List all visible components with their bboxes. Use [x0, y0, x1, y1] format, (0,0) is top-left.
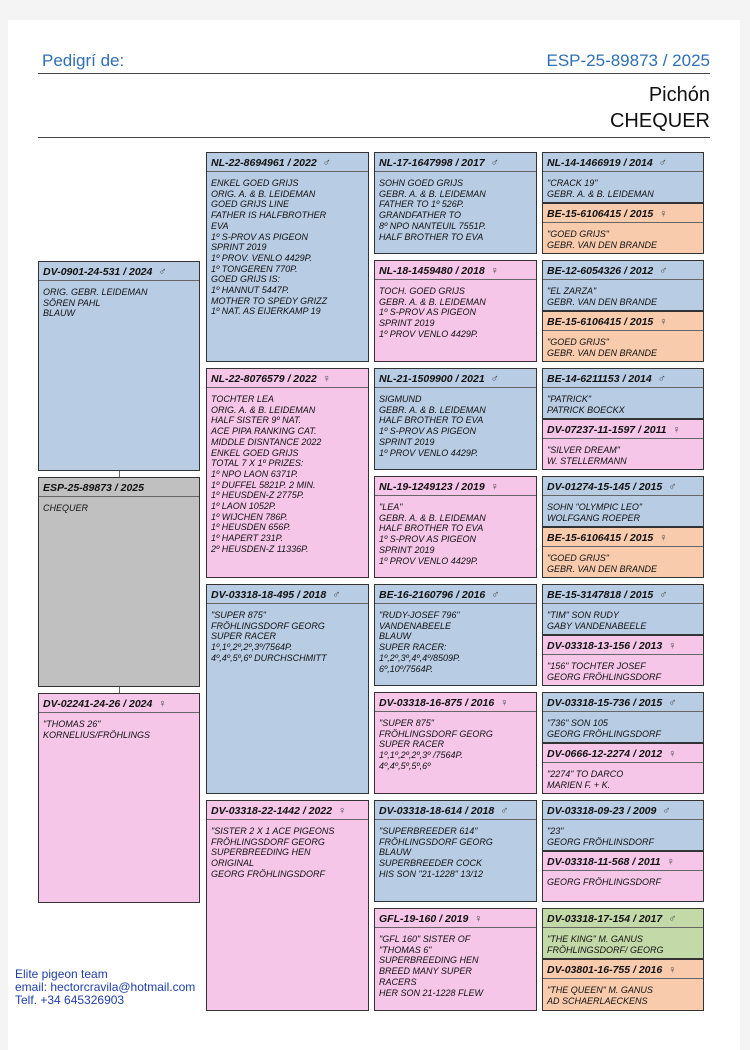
gen4-card[interactable] [542, 908, 704, 959]
female-icon: ♀ [500, 697, 509, 709]
ring-number: ESP-25-89873 / 2025 [43, 482, 144, 494]
ring-number-header: ESP-25-89873 / 2025 [546, 51, 710, 70]
male-icon: ♂ [668, 481, 677, 493]
ring-number: NL-19-1249123 / 2019 [379, 481, 485, 493]
header-divider [38, 73, 710, 74]
pigeon-notes: "CRACK 19" GEBR. A. & B. LEIDEMAN [547, 178, 654, 199]
gen4-card[interactable] [542, 635, 704, 686]
pigeon-notes: "SILVER DREAM" W. STELLERMANN [547, 445, 627, 466]
granddam-paternal-card[interactable] [206, 368, 369, 578]
female-icon: ♀ [668, 748, 677, 760]
female-icon: ♀ [659, 208, 668, 220]
female-icon: ♀ [474, 913, 483, 925]
female-icon: ♀ [338, 805, 347, 817]
team-name: Elite pigeon team [15, 967, 108, 981]
gen4-card[interactable] [542, 800, 704, 851]
pigeon-notes: "736" SON 105 GEORG FRÖHLINGSDORF [547, 718, 662, 739]
ring-number: GFL-19-160 / 2019 [379, 913, 469, 925]
ring-number: BE-16-2160796 / 2016 [379, 589, 486, 601]
pigeon-notes: TOCH. GOED GRIJS GEBR. A. & B. LEIDEMAN 1º S-PROV AS PIGEON SPRINT 2019 1º PROV VENLO 4429P. [379, 286, 486, 339]
header-divider-2 [38, 137, 710, 138]
gen3-card[interactable] [374, 692, 537, 794]
male-icon: ♂ [500, 805, 509, 817]
ring-number: BE-15-6106415 / 2015 [547, 532, 654, 544]
pigeon-notes: SIGMUND GEBR. A. & B. LEIDEMAN HALF BROTHER TO EVA 1º S-PROV AS PIGEON SPRINT 2019 1º PROV VENLO 4429P. [379, 394, 486, 458]
ring-number: NL-21-1509900 / 2021 [379, 373, 485, 385]
pigeon-notes: "TIM" SON RUDY GABY VANDENABEELE [547, 610, 647, 631]
ring-number: DV-02241-24-26 / 2024 [43, 698, 153, 710]
pigeon-notes: "GFL 160" SISTER OF "THOMAS 6" SUPERBREEDING HEN BREED MANY SUPER RACERS HER SON 21-1228 FLEW [379, 934, 484, 998]
ring-number: DV-03801-16-755 / 2016 [547, 964, 663, 976]
ring-number: NL-18-1459480 / 2018 [379, 265, 485, 277]
male-icon: ♂ [332, 589, 341, 601]
pigeon-notes: "THOMAS 26" KORNELIUS/FRÖHLINGS [43, 719, 151, 740]
pigeon-notes: "LEA" GEBR. A. & B. LEIDEMAN HALF BROTHER TO EVA 1º S-PROV AS PIGEON SPRINT 2019 1º PROV VENLO 4429P. [379, 502, 486, 566]
pigeon-notes: "THE QUEEN" M. GANUS AD SCHAERLAECKENS [547, 985, 653, 1006]
subject-card[interactable] [38, 477, 200, 687]
gen4-card[interactable] [542, 260, 704, 311]
ring-number: DV-03318-22-1442 / 2022 [211, 805, 333, 817]
pigeon-notes: "THE KING" M. GANUS FRÖHLINGSDORF/ GEORG [547, 934, 664, 955]
pigeon-notes: "RUDY-JOSEF 796" VANDENABEELE BLAUW SUPER RACER: 1º,2º,3º,4º,4º/8509P. 6º,10º/7564P. [379, 610, 461, 674]
ring-number: DV-03318-11-568 / 2011 [547, 856, 661, 868]
gen4-card[interactable] [542, 419, 704, 470]
category-label: Pichón [648, 84, 710, 106]
female-icon: ♀ [666, 856, 675, 868]
pigeon-notes: "SUPER 875" FRÖHLINGSDORF GEORG SUPER RACER 1º,1º,2º,2º,3º /7564P. 4º,4º,5º,5º,6º [379, 718, 493, 771]
pigeon-notes: "23" GEORG FRÖHLINSDORF [547, 826, 655, 847]
ring-number: DV-03318-18-495 / 2018 [211, 589, 327, 601]
male-icon: ♂ [659, 589, 668, 601]
female-icon: ♀ [672, 424, 681, 436]
ring-number: BE-14-6211153 / 2014 [547, 373, 652, 385]
ring-number: BE-15-6106415 / 2015 [547, 316, 654, 328]
gen3-card[interactable] [374, 476, 537, 578]
pigeon-notes: "PATRICK" PATRICK BOECKX [547, 394, 625, 415]
female-icon: ♀ [490, 481, 499, 493]
pigeon-notes: "GOED GRIJS" GEBR. VAN DEN BRANDE [547, 229, 658, 250]
female-icon: ♀ [659, 316, 668, 328]
ring-number: DV-03318-13-156 / 2013 [547, 640, 663, 652]
male-icon: ♂ [658, 157, 667, 169]
ring-number: BE-15-6106415 / 2015 [547, 208, 654, 220]
male-icon: ♂ [659, 265, 668, 277]
pigeon-notes: "SISTER 2 X 1 ACE PIGEONS FRÖHLINGSDORF GEORG SUPERBREEDING HEN ORIGINAL GEORG FRÖHLINGSDORF [211, 826, 335, 879]
email-link[interactable]: email: hectorcravila@hotmail.com [15, 980, 196, 994]
pigeon-notes: SOHN GOED GRIJS GEBR. A. & B. LEIDEMAN FATHER TO 1º 526P. GRANDFATHER TO 8º NPO NANTEUIL 7551P. HALF BROTHER TO EVA [379, 178, 487, 242]
male-icon: ♂ [491, 589, 500, 601]
gen3-card[interactable] [374, 260, 537, 362]
grandsire-maternal-card[interactable] [206, 584, 369, 794]
gen3-card[interactable] [374, 800, 537, 902]
gen4-card[interactable] [542, 152, 704, 203]
male-icon: ♂ [668, 913, 677, 925]
pedigree-label: Pedigrí de: [42, 51, 125, 70]
dam-card[interactable] [38, 693, 200, 903]
phone-number: Telf. +34 645326903 [15, 993, 125, 1007]
male-icon: ♂ [322, 157, 331, 169]
gen4-card[interactable] [542, 959, 704, 1011]
pigeon-notes: CHEQUER [43, 503, 89, 513]
pigeon-name: CHEQUER [609, 110, 710, 132]
gen4-card[interactable] [542, 692, 704, 743]
male-icon: ♂ [490, 157, 499, 169]
gen3-card[interactable] [374, 368, 537, 470]
ring-number: DV-03318-18-614 / 2018 [379, 805, 495, 817]
gen4-card[interactable] [542, 203, 704, 254]
ring-number: DV-03318-17-154 / 2017 [547, 913, 663, 925]
gen4-card[interactable] [542, 368, 704, 419]
ring-number: DV-01274-15-145 / 2015 [547, 481, 663, 493]
male-icon: ♂ [158, 266, 167, 278]
female-icon: ♀ [668, 640, 677, 652]
pigeon-notes: "156" TOCHTER JOSEF GEORG FRÖHLINGSDORF [547, 661, 662, 682]
ring-number: NL-14-1466919 / 2014 [547, 157, 653, 169]
pigeon-notes: "SUPER 875" FRÖHLINGSDORF GEORG SUPER RACER 1º,1º,2º,2º,3º/7564P. 4º,4º,5º,6º DURCHSCHMITT [211, 610, 327, 663]
pigeon-notes: ORIG. GEBR. LEIDEMAN SÖREN PAHL BLAUW [43, 287, 148, 319]
ring-number: NL-22-8076579 / 2022 [211, 373, 317, 385]
pigeon-notes: "GOED GRIJS" GEBR. VAN DEN BRANDE [547, 337, 658, 358]
ring-number: DV-07237-11-1597 / 2011 [547, 424, 667, 436]
granddam-maternal-card[interactable] [206, 800, 369, 1011]
ring-number: DV-0666-12-2274 / 2012 [547, 748, 663, 760]
pigeon-notes: "2274" TO DARCO MARIEN F. + K. [547, 769, 624, 790]
female-icon: ♀ [322, 373, 331, 385]
gen3-card[interactable] [374, 584, 537, 686]
pigeon-notes: GEORG FRÖHLINGSDORF [547, 877, 662, 887]
female-icon: ♀ [490, 265, 499, 277]
pigeon-notes: "EL ZARZA" GEBR. VAN DEN BRANDE [547, 286, 658, 307]
pigeon-notes: ENKEL GOED GRIJS ORIG. A. & B. LEIDEMAN GOED GRIJS LINE FATHER IS HALFBROTHER EVA 1º S-PROV AS PIGEON SPRINT 2019 1º PROV. VENLO 4429P. 1º TONGEREN 770P. GOED GRIJS IS: 1º HANNUT 5447P. MOTHER TO SPEDY GRIZZ 1º NAT. AS EIJERKAMP 19 [211, 178, 328, 317]
sire-card[interactable] [38, 261, 200, 471]
ring-number: NL-17-1647998 / 2017 [379, 157, 485, 169]
pigeon-notes: "GOED GRIJS" GEBR. VAN DEN BRANDE [547, 553, 658, 574]
gen4-card[interactable] [542, 743, 704, 794]
gen4-card[interactable] [542, 476, 704, 527]
gen3-card[interactable] [374, 908, 537, 1011]
ring-number: BE-12-6054326 / 2012 [547, 265, 654, 277]
ring-number: NL-22-8694961 / 2022 [211, 157, 317, 169]
ring-number: DV-03318-16-875 / 2016 [379, 697, 495, 709]
gen4-card[interactable] [542, 311, 704, 362]
ring-number: DV-0901-24-531 / 2024 [43, 266, 153, 278]
pigeon-notes: TOCHTER LEA ORIG. A. & B. LEIDEMAN HALF SISTER 9º NAT. ACE PIPA RANKING CAT. MIDDLE DISNTANCE 2022 ENKEL GOED GRIJS TOTAL 7 X 1º PRIZES: 1º NPO LAON 6371P. 1º DUFFEL 5821P. 2 MIN. 1º HEUSDEN-Z 2775P. 1º LAON 1052P. 1º WIJCHEN 786P. 1º HEUSDEN 656P. 1º HAPERT 231P. 2º HEUSDEN-Z 11336P. [211, 394, 322, 554]
male-icon: ♂ [662, 805, 671, 817]
gen4-card[interactable] [542, 584, 704, 635]
female-icon: ♀ [668, 964, 677, 976]
pigeon-notes: SOHN "OLYMPIC LEO" WOLFGANG ROEPER [547, 502, 643, 523]
male-icon: ♂ [657, 373, 666, 385]
pigeon-notes: "SUPERBREEDER 614" FRÖHLINGSDORF GEORG BLAUW SUPERBREEDER COCK HIS SON "21-1228" 13/12 [379, 826, 493, 879]
female-icon: ♀ [659, 532, 668, 544]
ring-number: DV-03318-15-736 / 2015 [547, 697, 663, 709]
male-icon: ♂ [668, 697, 677, 709]
ring-number: DV-03318-09-23 / 2009 [547, 805, 657, 817]
grandsire-paternal-card[interactable] [206, 152, 369, 362]
female-icon: ♀ [158, 698, 167, 710]
gen3-card[interactable] [374, 152, 537, 254]
ring-number: BE-15-3147818 / 2015 [547, 589, 654, 601]
gen4-card[interactable] [542, 851, 704, 902]
male-icon: ♂ [490, 373, 499, 385]
gen4-card[interactable] [542, 527, 704, 578]
